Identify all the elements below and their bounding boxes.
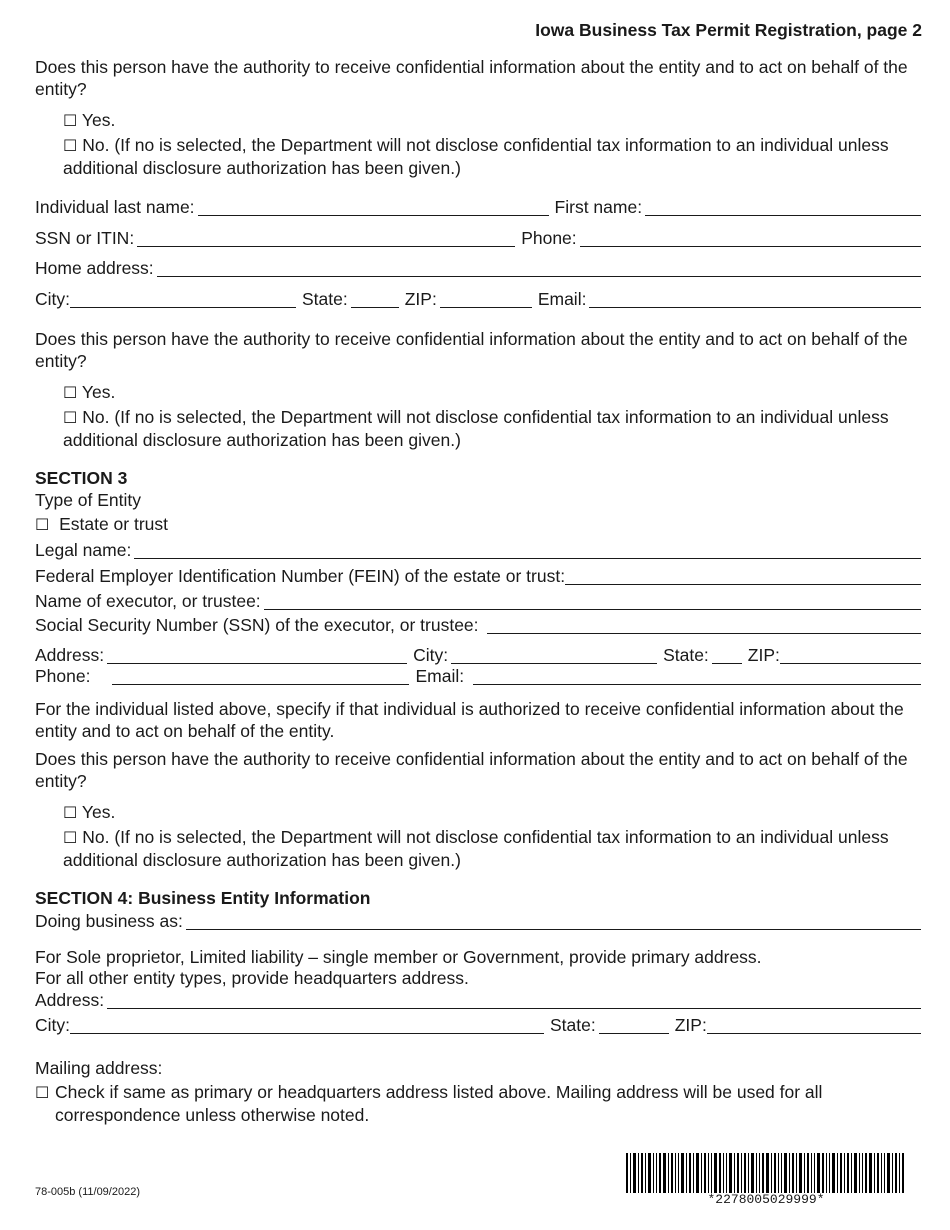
executor-ssn-row: Social Security Number (SSN) of the executor, or trustee: — [35, 614, 921, 636]
no-option-2[interactable]: ☐ No. (If no is selected, the Department will not disclose confidential tax information to an individual unless additional disclosure authorization has been given.) — [63, 407, 889, 450]
no-option-3[interactable]: ☐ No. (If no is selected, the Department will not disclose confidential tax information to an individual unless additional disclosure authorization has been given.) — [63, 827, 889, 870]
section3-zip-field[interactable] — [780, 645, 921, 664]
dba-field[interactable] — [186, 911, 921, 930]
individual-ssn-row: SSN or ITIN: Phone: — [35, 227, 921, 249]
section4-address-row: Address: — [35, 989, 921, 1011]
address-instruction-2: For all other entity types, provide headquarters address. — [35, 968, 469, 988]
specify-text: For the individual listed above, specify if that individual is authorized to receive confidential information about the entity and to act on behalf of the entity. — [35, 699, 904, 741]
checkbox-icon[interactable]: ☐ — [63, 803, 78, 822]
legal-name-row: Legal name: — [35, 539, 921, 561]
state-field[interactable] — [351, 289, 399, 308]
section4-city-field[interactable] — [70, 1015, 544, 1034]
city-field[interactable] — [70, 289, 296, 308]
section4-title: SECTION 4: Business Entity Information — [35, 888, 371, 908]
dba-row: Doing business as: — [35, 910, 921, 932]
checkbox-icon[interactable]: ☐ — [63, 383, 78, 402]
checkbox-icon[interactable]: ☐ — [63, 136, 78, 155]
zip-field[interactable] — [440, 289, 532, 308]
section4-city-row: City: State: ZIP: — [35, 1014, 921, 1036]
checkbox-icon[interactable]: ☐ — [35, 515, 50, 534]
individual-name-row: Individual last name: First name: — [35, 196, 921, 218]
form-id: 78-005b (11/09/2022) — [35, 1186, 140, 1198]
yes-option-3[interactable]: ☐ Yes. — [63, 802, 116, 822]
same-as-option[interactable]: ☐ Check if same as primary or headquarters address listed above. Mailing address will be used for all correspondence unless otherwise noted. — [35, 1082, 823, 1125]
fein-row: Federal Employer Identification Number (FEIN) of the estate or trust: — [35, 565, 921, 587]
last-name-field[interactable] — [198, 197, 549, 216]
fein-field[interactable] — [565, 566, 921, 585]
authority-question-2: Does this person have the authority to receive confidential information about the entity and to act on behalf of the entity? — [35, 329, 908, 371]
yes-option-1[interactable]: ☐ Yes. — [63, 110, 116, 130]
checkbox-icon[interactable]: ☐ — [63, 408, 78, 427]
section3-address-row: Address: City: State: ZIP: — [35, 644, 921, 666]
ssn-field[interactable] — [137, 228, 515, 247]
email-field[interactable] — [589, 289, 921, 308]
section3-phone-row: Phone: Email: — [35, 665, 921, 687]
home-address-field[interactable] — [157, 258, 921, 277]
phone-field[interactable] — [580, 228, 921, 247]
no-option-1[interactable]: ☐ No. (If no is selected, the Department will not disclose confidential tax information to an individual unless additional disclosure authorization has been given.) — [63, 135, 889, 178]
section4-zip-field[interactable] — [707, 1015, 921, 1034]
checkbox-icon[interactable]: ☐ — [35, 1083, 50, 1102]
estate-trust-option[interactable]: ☐ Estate or trust — [35, 514, 169, 534]
barcode-icon — [626, 1153, 906, 1193]
checkbox-icon[interactable]: ☐ — [63, 111, 78, 130]
individual-city-row: City: State: ZIP: Email: — [35, 288, 921, 310]
legal-name-field[interactable] — [134, 540, 921, 559]
section3-phone-field[interactable] — [112, 666, 409, 685]
yes-option-2[interactable]: ☐ Yes. — [63, 382, 116, 402]
address-instruction-1: For Sole proprietor, Limited liability – single member or Government, provide primary address. — [35, 947, 762, 967]
home-address-row: Home address: — [35, 257, 921, 279]
entity-type-label: Type of Entity — [35, 490, 142, 510]
section3-email-field[interactable] — [473, 666, 921, 685]
section3-city-field[interactable] — [451, 645, 657, 664]
section3-address-field[interactable] — [107, 645, 407, 664]
authority-question-1: Does this person have the authority to receive confidential information about the entity and to act on behalf of the entity? — [35, 57, 908, 99]
first-name-field[interactable] — [645, 197, 921, 216]
barcode-number: *2278005029999* — [707, 1192, 825, 1207]
executor-name-field[interactable] — [264, 591, 921, 610]
checkbox-icon[interactable]: ☐ — [63, 828, 78, 847]
page-title: Iowa Business Tax Permit Registration, page 2 — [535, 20, 922, 40]
mailing-address-label: Mailing address: — [35, 1058, 163, 1078]
section4-address-field[interactable] — [107, 990, 921, 1009]
section3-state-field[interactable] — [712, 645, 742, 664]
executor-name-row: Name of executor, or trustee: — [35, 590, 921, 612]
executor-ssn-field[interactable] — [487, 615, 921, 634]
authority-question-3: Does this person have the authority to receive confidential information about the entity and to act on behalf of the entity? — [35, 749, 908, 791]
section3-title: SECTION 3 — [35, 468, 128, 488]
section4-state-field[interactable] — [599, 1015, 669, 1034]
